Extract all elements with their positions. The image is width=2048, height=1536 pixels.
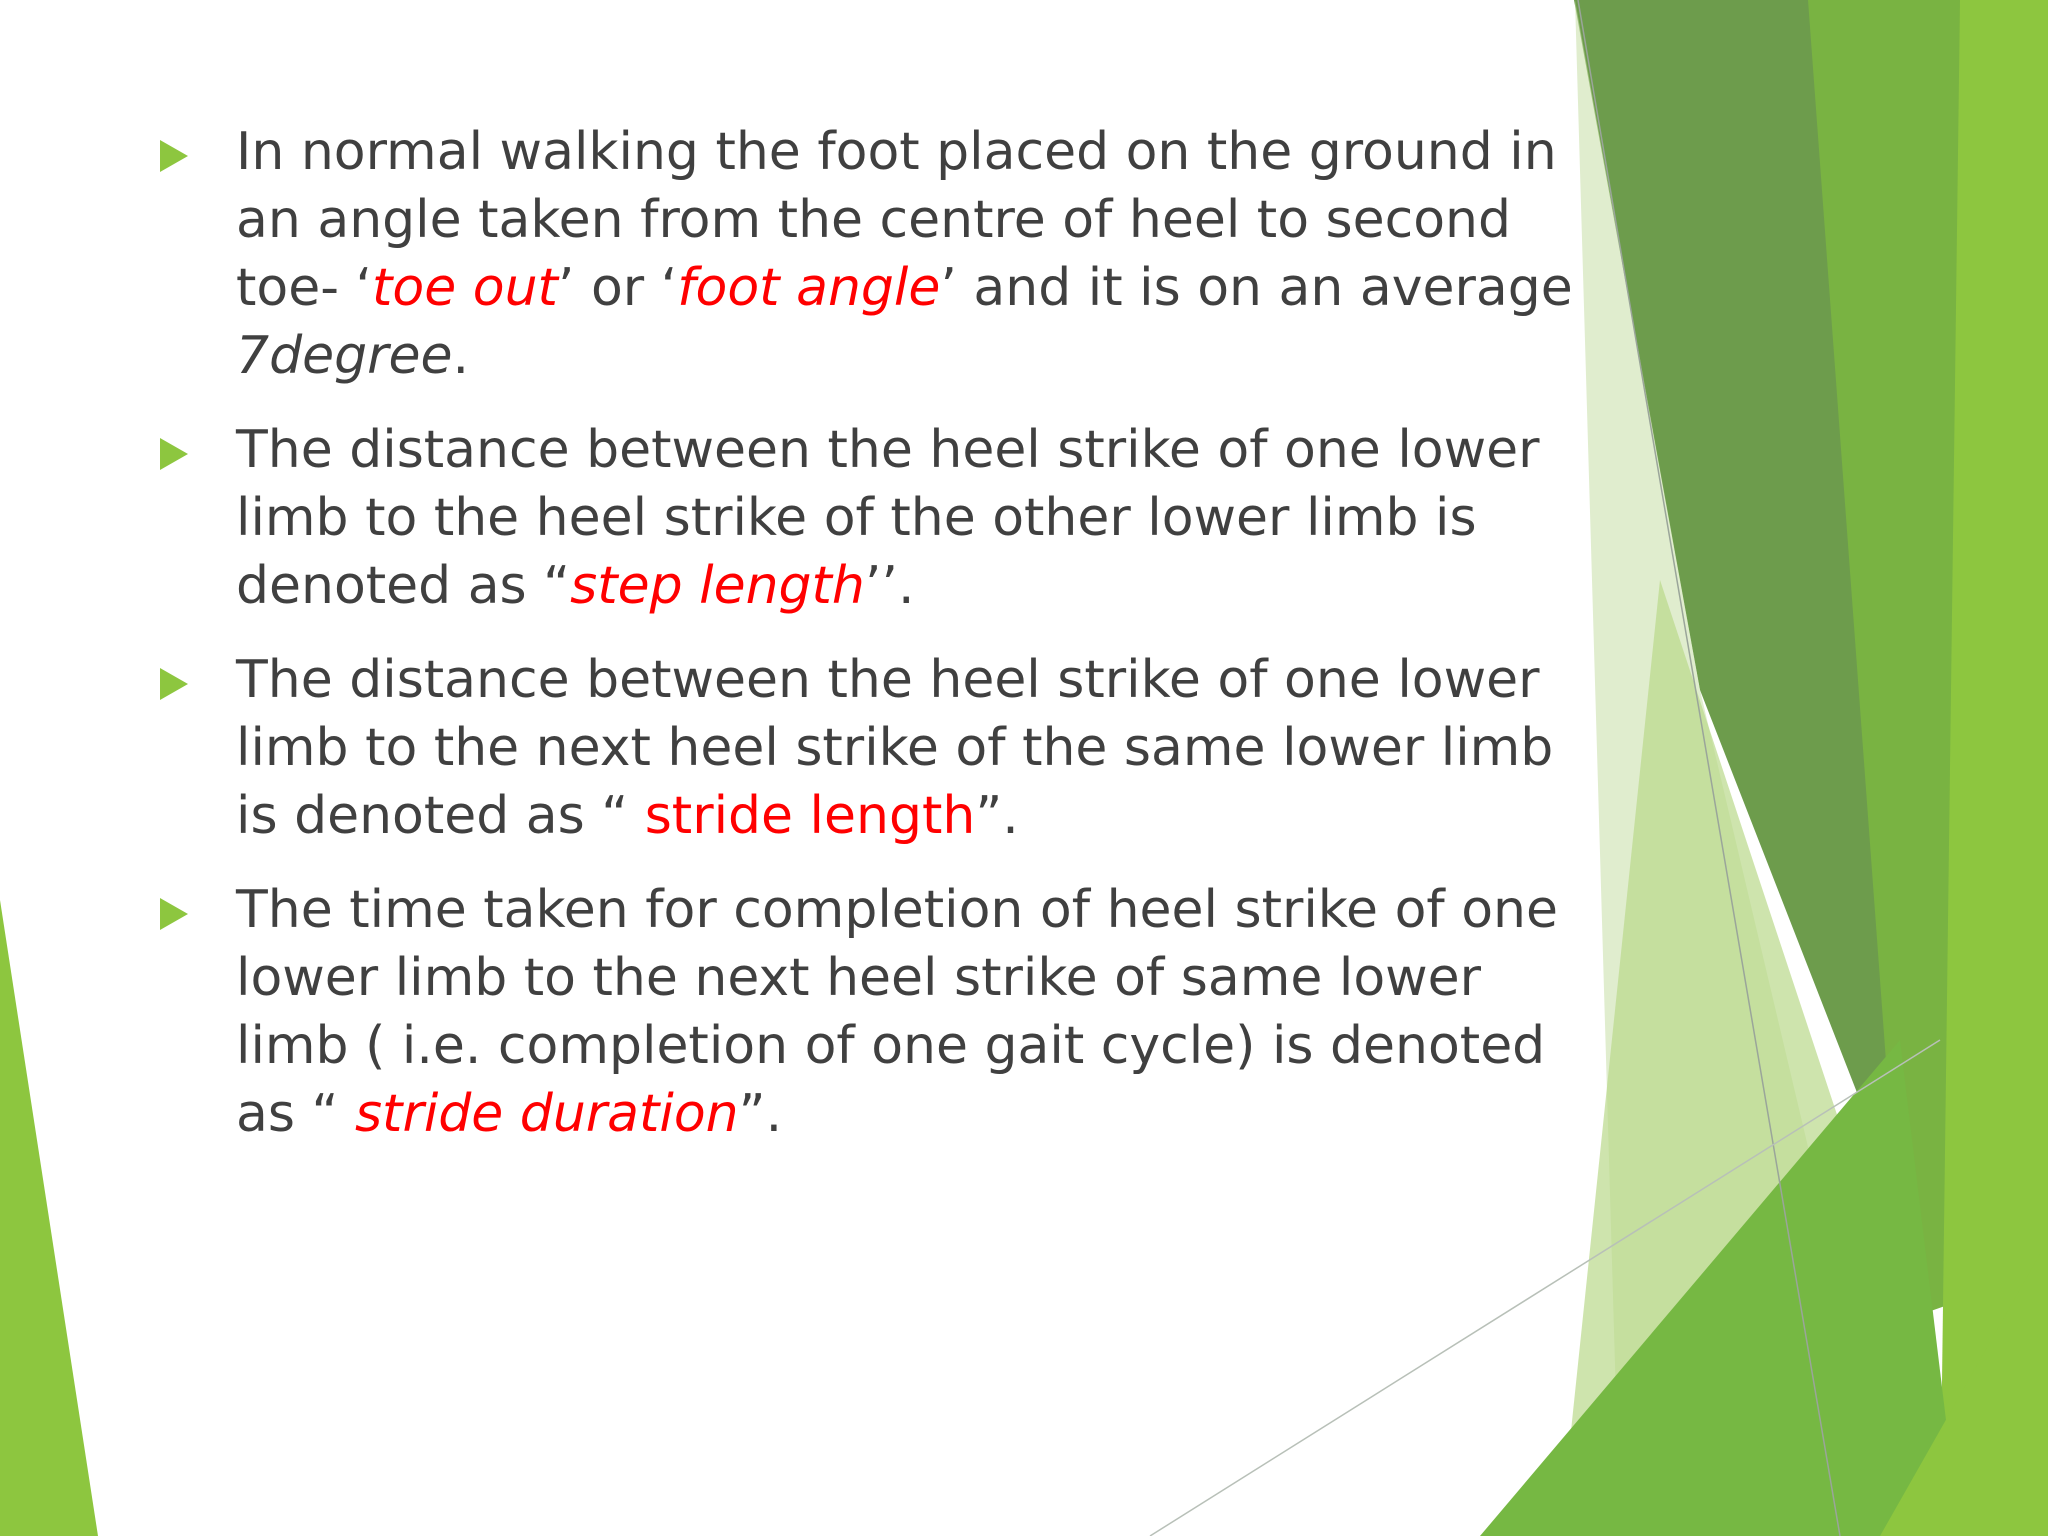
bullet-text: In normal walking the foot placed on the ground in an angle taken from the centre of heel to second toe- ‘ xyxy=(236,122,1557,318)
green-triangle-bullet-icon xyxy=(160,668,188,700)
bullet-stride-length xyxy=(160,646,1580,850)
bullet-text: The time taken for completion of heel strike of one lower limb to the next heel strike of same lower limb ( i.e. completion of one gait cycle) is denoted as “ xyxy=(236,880,1558,1144)
slide-content xyxy=(160,118,1580,1174)
bullet-text: ”. xyxy=(738,1084,783,1144)
bullet-stride-duration xyxy=(160,876,1580,1148)
green-triangle-bullet-icon xyxy=(160,140,188,172)
italic-7degree: 7degree xyxy=(236,326,453,386)
bullet-text: ’’. xyxy=(864,556,915,616)
highlight-step-length: step length xyxy=(570,556,865,616)
bullet-foot-angle xyxy=(160,118,1580,390)
bullet-text: The distance between the heel strike of one lower limb to the next heel strike of the same lower limb is denoted as “ xyxy=(236,650,1554,846)
bullet-text: ”. xyxy=(975,786,1019,846)
left-green-sliver xyxy=(0,900,98,1536)
highlight-toe-out: toe out xyxy=(372,258,558,318)
green-triangle-bullet-icon xyxy=(160,898,188,930)
bullet-text: ’ and it is on an average xyxy=(940,258,1573,318)
bullet-text: The distance between the heel strike of one lower limb to the heel strike of the other lower limb is denoted as “ xyxy=(236,420,1540,616)
bullet-text: . xyxy=(452,326,469,386)
highlight-stride-duration: stride duration xyxy=(354,1084,739,1144)
green-triangle-bullet-icon xyxy=(160,438,188,470)
bullet-step-length xyxy=(160,416,1580,620)
highlight-foot-angle: foot angle xyxy=(677,258,941,318)
bullet-text: ’ or ‘ xyxy=(557,258,678,318)
highlight-stride-length: stride length xyxy=(644,786,976,846)
